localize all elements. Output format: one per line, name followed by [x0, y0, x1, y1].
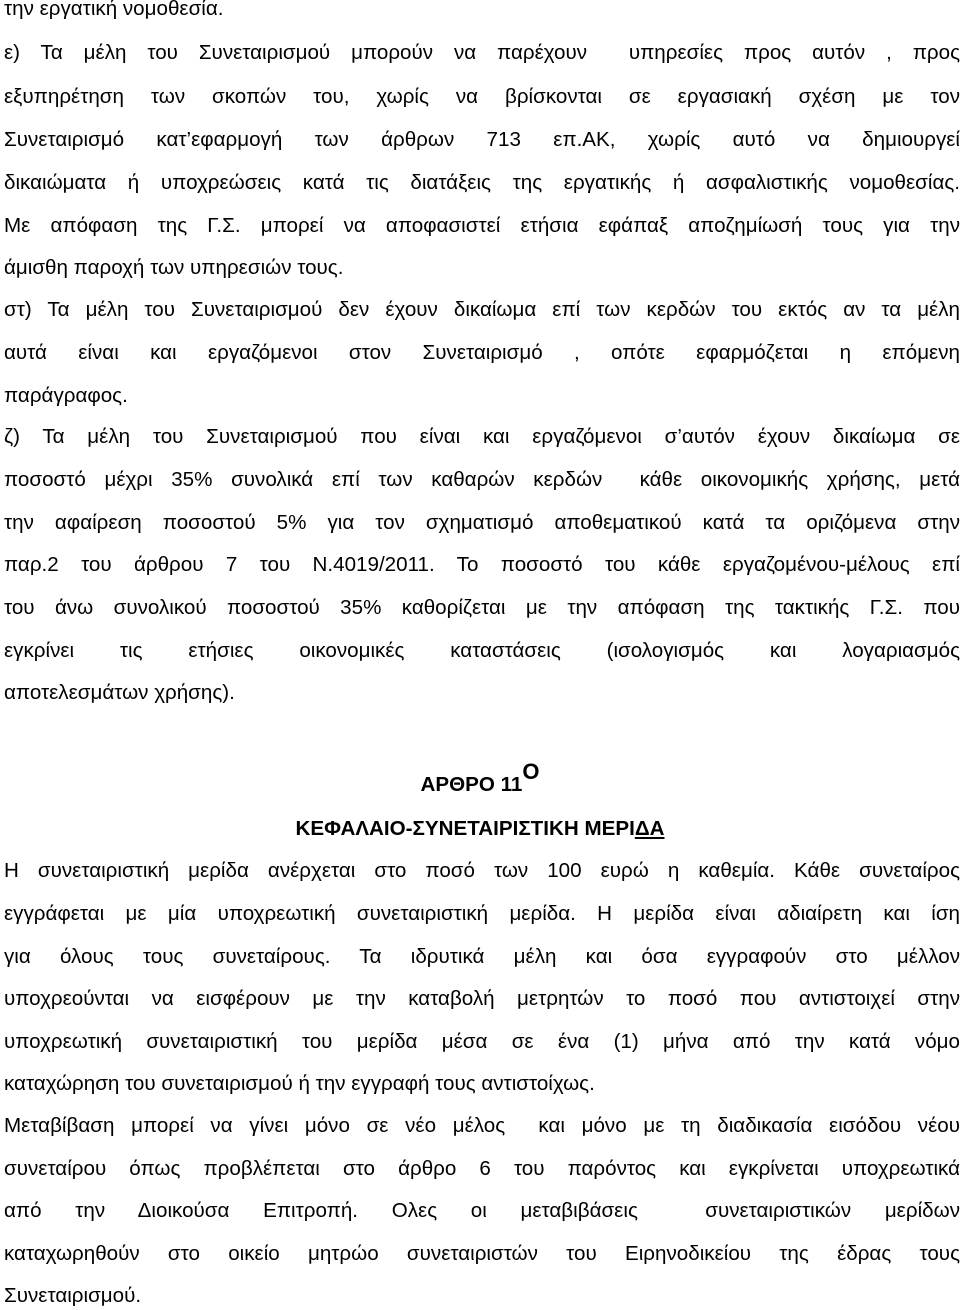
article-subtitle-text: ΚΕΦΑΛΑΙΟ-ΣΥΝΕΤΑΙΡΙΣΤΙΚΗ ΜΕΡΙ [295, 817, 635, 840]
text-line: εγγράφεται με μία υποχρεωτική συνεταιριστική μερίδα. Η μερίδα είναι αδιαίρετη και ίση [4, 902, 960, 925]
article-subtitle-underlined: ΔΑ [634, 817, 665, 840]
text-line: την εργατική νομοθεσία. [4, 0, 224, 20]
text-line: δικαιώματα ή υποχρεώσεις κατά τις διατάξεις της εργατικής ή ασφαλιστικής νομοθεσίας. [4, 171, 960, 194]
text-line: καταχωρηθούν στο οικείο μητρώο συνεταιριστών του Ειρηνοδικείου της έδρας τους [4, 1242, 960, 1265]
text-line: άμισθη παροχή των υπηρεσιών τους. [4, 256, 344, 279]
text-line: Η συνεταιριστική μερίδα ανέρχεται στο ποσό των 100 ευρώ η καθεμία. Κάθε συνεταίρος [4, 859, 960, 882]
text-line: από την Διοικούσα Επιτροπή. Ολες οι μεταβιβάσεις συνεταιριστικών μερίδων [4, 1199, 960, 1222]
article-title-text: ΑΡΘΡΟ 11 [420, 773, 523, 796]
text-line: αποτελεσμάτων χρήσης). [4, 681, 235, 704]
text-line: ζ) Τα μέλη του Συνεταιρισμού που είναι και εργαζόμενοι σ’αυτόν έχουν δικαίωμα σε [4, 425, 960, 448]
text-line: παρ.2 του άρθρου 7 του Ν.4019/2011. Το ποσοστό του κάθε εργαζομένου-μέλους επί [4, 553, 960, 576]
text-line: Μεταβίβαση μπορεί να γίνει μόνο σε νέο μέλος και μόνο με τη διαδικασία εισόδου νέου [4, 1114, 960, 1137]
text-line: υποχρεούνται να εισφέρουν με την καταβολή μετρητών το ποσό που αντιστοιχεί στην [4, 987, 960, 1010]
article-subtitle [0, 817, 960, 841]
text-line: συνεταίρου όπως προβλέπεται στο άρθρο 6 του παρόντος και εγκρίνεται υποχρεωτικά [4, 1157, 960, 1180]
text-line: Συνεταιρισμό κατ’εφαρμογή των άρθρων 713 επ.ΑΚ, χωρίς αυτό να δημιουργεί [4, 128, 960, 151]
text-line: στ) Τα μέλη του Συνεταιρισμού δεν έχουν δικαίωμα επί των κερδών του εκτός αν τα μέλη [4, 298, 960, 321]
text-line: την αφαίρεση ποσοστού 5% για τον σχηματισμό αποθεματικού κατά τα οριζόμενα στην [4, 511, 960, 534]
text-line: Με απόφαση της Γ.Σ. μπορεί να αποφασιστεί ετήσια εφάπαξ αποζημίωσή τους για την [4, 214, 960, 237]
article-title-superscript: Ο [522, 759, 540, 784]
text-line: ποσοστό μέχρι 35% συνολικά επί των καθαρών κερδών κάθε οικονομικής χρήσης, μετά [4, 468, 960, 491]
text-line: εξυπηρέτηση των σκοπών του, χωρίς να βρίσκονται σε εργασιακή σχέση με τον [4, 85, 960, 108]
text-line: εγκρίνει τις ετήσιες οικονομικές καταστάσεις (ισολογισμός και λογαριασμός [4, 639, 960, 662]
text-line: υποχρεωτική συνεταιριστική του μερίδα μέσα σε ένα (1) μήνα από την κατά νόμο [4, 1030, 960, 1053]
text-line: παράγραφος. [4, 384, 128, 407]
article-title [0, 759, 960, 797]
text-line: καταχώρηση του συνεταιρισμού ή την εγγραφή τους αντιστοίχως. [4, 1072, 595, 1095]
text-line: αυτά είναι και εργαζόμενοι στον Συνεταιρισμό , οπότε εφαρμόζεται η επόμενη [4, 341, 960, 364]
text-line: ε) Τα μέλη του Συνεταιρισμού μπορούν να παρέχουν υπηρεσίες προς αυτόν , προς [4, 41, 960, 64]
text-line: για όλους τους συνεταίρους. Τα ιδρυτικά μέλη και όσα εγγραφούν στο μέλλον [4, 945, 960, 968]
text-line: του άνω συνολικού ποσοστού 35% καθορίζεται με την απόφαση της τακτικής Γ.Σ. που [4, 596, 960, 619]
text-line: Συνεταιρισμού. [4, 1284, 142, 1307]
